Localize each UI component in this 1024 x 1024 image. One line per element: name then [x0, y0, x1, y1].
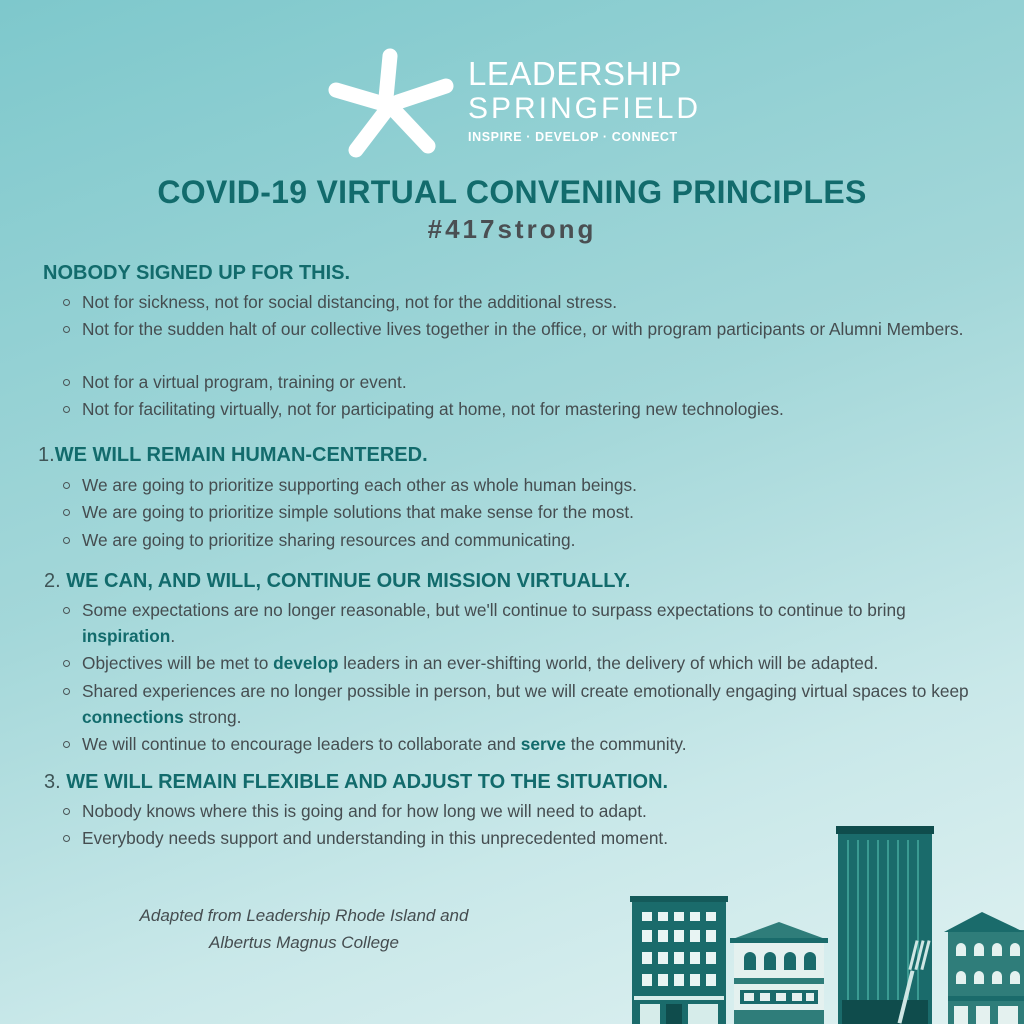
list-item: Not for the sudden halt of our collective lives together in the office, or with program participants or Alumni Members. — [82, 316, 1002, 342]
building-middle — [730, 922, 828, 1024]
section-3-heading — [44, 771, 668, 794]
bullet-text: the community. — [565, 734, 687, 754]
star-icon — [328, 46, 456, 158]
section-title: WE WILL REMAIN HUMAN-CENTERED. — [54, 444, 428, 466]
section-title: WE WILL REMAIN FLEXIBLE AND ADJUST TO THE SITUATION. — [66, 771, 669, 793]
bullet-text: leaders in an ever-shifting world, the delivery of which will be adapted. — [338, 653, 879, 673]
logo-line-2: SPRINGFIELD — [468, 92, 702, 125]
list-item — [82, 678, 1002, 730]
bullet-text: Some expectations are no longer reasonable, but we'll continue to surpass expectations to continue to bring — [82, 600, 906, 620]
list-item: Not for facilitating virtually, not for participating at home, not for mastering new technologies. — [82, 396, 1002, 422]
highlight-word: connections — [82, 707, 184, 727]
list-item: Not for sickness, not for social distancing, not for the additional stress. — [82, 289, 1002, 315]
list-item — [82, 597, 1002, 649]
bullet-text: strong. — [183, 707, 242, 727]
section-number: 1. — [38, 444, 55, 466]
list-item: Nobody knows where this is going and for how long we will need to adapt. — [82, 798, 1002, 824]
logo-wordmark — [468, 56, 701, 144]
highlight-word: serve — [520, 734, 566, 754]
section-1-heading — [38, 444, 428, 467]
logo — [328, 46, 702, 158]
hashtag: #417strong — [427, 214, 597, 244]
logo-tagline: INSPIRE · DEVELOP · CONNECT — [468, 130, 678, 144]
bullet-text: Objectives will be met to — [82, 653, 274, 673]
attribution-line-1: Adapted from Leadership Rhode Island and — [139, 906, 469, 925]
highlight-word: inspiration — [82, 626, 171, 646]
section-title: WE CAN, AND WILL, CONTINUE OUR MISSION VIRTUALLY. — [66, 570, 631, 592]
attribution-line-2: Albertus Magnus College — [209, 933, 399, 952]
attribution — [94, 902, 514, 956]
list-item: We are going to prioritize simple solutions that make sense for the most. — [82, 499, 1002, 525]
list-item: We are going to prioritize sharing resources and communicating. — [82, 527, 1002, 553]
section-2-heading — [44, 570, 630, 593]
highlight-word: develop — [273, 653, 339, 673]
list-item — [82, 650, 1002, 676]
page-title: COVID-19 VIRTUAL CONVENING PRINCIPLES — [157, 174, 867, 210]
building-right — [944, 912, 1024, 1024]
bullet-text: . — [170, 626, 176, 646]
section-number: 3. — [44, 771, 61, 793]
logo-line-1: LEADERSHIP — [468, 55, 683, 92]
section-number: 2. — [44, 570, 61, 592]
building-left — [630, 896, 728, 1024]
bullet-text: Shared experiences are no longer possible in person, but we will create emotionally engaging virtual spaces to keep — [82, 681, 969, 701]
building-tower — [836, 826, 934, 1024]
list-item: We are going to prioritize supporting each other as whole human beings. — [82, 472, 1002, 498]
bullet-text: We will continue to encourage leaders to collaborate and — [82, 734, 521, 754]
list-item: Not for a virtual program, training or event. — [82, 369, 1002, 395]
list-item: Everybody needs support and understanding in this unprecedented moment. — [82, 825, 1002, 851]
list-item — [82, 731, 1002, 757]
city-skyline-illustration — [620, 820, 1024, 1024]
intro-heading: NOBODY SIGNED UP FOR THIS. — [43, 262, 351, 284]
